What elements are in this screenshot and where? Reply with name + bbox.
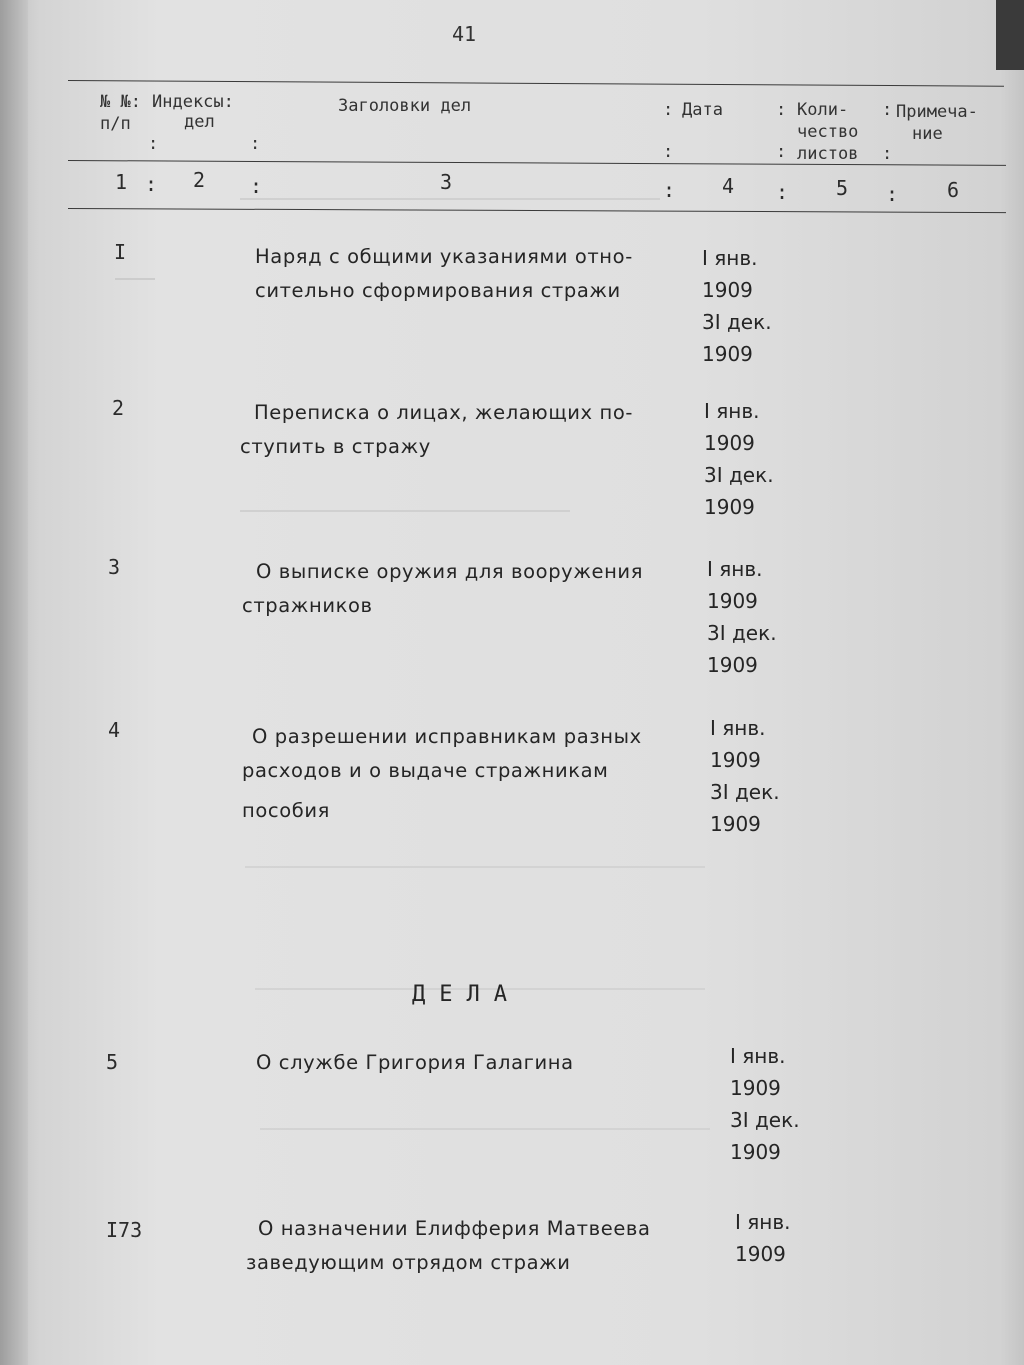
- header-colon: :: [882, 100, 893, 120]
- date-end: 3I дек.: [702, 310, 772, 334]
- date-start-year: 1909: [707, 589, 758, 613]
- header-indices: Индексы:: [152, 92, 234, 112]
- date-end: 3I дек.: [704, 463, 774, 487]
- header-colon: :: [250, 134, 261, 154]
- date-start-year: 1909: [702, 278, 753, 302]
- header-top-rule: [68, 80, 1004, 87]
- column-colon: :: [776, 180, 789, 204]
- row-title: [255, 240, 633, 308]
- header-colon: :: [663, 100, 674, 120]
- row-title-line: пособия: [242, 799, 330, 822]
- row-dates: [735, 1206, 791, 1270]
- column-colon: :: [145, 172, 158, 196]
- header-colon: :: [882, 144, 893, 164]
- date-start: I янв.: [702, 246, 758, 270]
- column-colon: :: [663, 178, 676, 202]
- bleed-through-mark: [240, 492, 570, 512]
- date-end-year: 1909: [707, 653, 758, 677]
- date-start: I янв.: [704, 399, 760, 423]
- row-title-line: заведующим отрядом стражи: [246, 1251, 571, 1274]
- row-title-line: расходов и о выдаче стражникам: [242, 759, 609, 782]
- row-dates: [710, 712, 780, 840]
- column-number: 2: [193, 168, 206, 192]
- header-date: Дата: [682, 100, 723, 120]
- column-colon: :: [886, 182, 899, 206]
- section-heading: ДЕЛА: [412, 982, 521, 1007]
- header-notes-2: ние: [912, 124, 943, 144]
- header-count-2: чество: [797, 122, 859, 142]
- row-number: 5: [106, 1050, 119, 1074]
- row-title: [240, 396, 633, 464]
- date-start: I янв.: [735, 1210, 791, 1234]
- header-colon: :: [776, 100, 787, 120]
- column-number: 4: [722, 174, 735, 198]
- dark-corner: [996, 0, 1024, 70]
- header-count: Коли-: [797, 100, 849, 120]
- header-nn: № №:: [100, 92, 141, 112]
- date-start: I янв.: [730, 1044, 786, 1068]
- header-notes: Примеча-: [896, 102, 978, 122]
- column-number: 3: [440, 170, 453, 194]
- header-colon: :: [663, 142, 674, 162]
- row-number: 2: [112, 396, 125, 420]
- date-end: 3I дек.: [710, 780, 780, 804]
- date-end-year: 1909: [704, 495, 755, 519]
- column-numbers-rule: [68, 208, 1006, 213]
- bleed-through-mark: [260, 1110, 710, 1130]
- column-number: 6: [947, 178, 960, 202]
- row-dates: [704, 395, 774, 523]
- date-start-year: 1909: [710, 748, 761, 772]
- row-title-line: О выписке оружия для вооружения: [256, 560, 644, 583]
- row-number: 3: [108, 555, 121, 579]
- row-title-line: О службе Григория Галагина: [256, 1051, 574, 1074]
- row-number: 4: [108, 718, 121, 742]
- row-number: I: [114, 240, 127, 264]
- row-dates: [730, 1040, 800, 1168]
- row-title-line: ступить в стражу: [240, 435, 431, 458]
- date-start: I янв.: [710, 716, 766, 740]
- date-start-year: 1909: [704, 431, 755, 455]
- date-start-year: 1909: [730, 1076, 781, 1100]
- header-indices-2: дел: [184, 112, 215, 132]
- row-number: I73: [106, 1218, 143, 1242]
- page-number: 41: [452, 22, 477, 46]
- row-title-line: О разрешении исправникам разных: [252, 725, 642, 748]
- bleed-through-mark: [115, 262, 155, 280]
- row-title: [246, 1212, 651, 1280]
- date-start: I янв.: [707, 557, 763, 581]
- row-title-line: сительно сформирования стражи: [255, 279, 621, 302]
- row-title-line: О назначении Елифферия Матвеева: [258, 1217, 651, 1240]
- row-dates: [702, 242, 772, 370]
- header-colon: :: [148, 134, 159, 154]
- page-binding: [0, 0, 28, 1365]
- header-pp: п/п: [100, 114, 131, 134]
- date-end-year: 1909: [710, 812, 761, 836]
- header-bottom-rule: [68, 160, 1006, 166]
- header-colon: :: [776, 142, 787, 162]
- date-end: 3I дек.: [707, 621, 777, 645]
- row-dates: [707, 553, 777, 681]
- row-title-line: Наряд с общими указаниями отно-: [255, 245, 633, 268]
- row-title-line: Переписка о лицах, желающих по-: [254, 401, 634, 424]
- date-end-year: 1909: [730, 1140, 781, 1164]
- column-number: 5: [836, 176, 849, 200]
- header-count-3: листов: [797, 144, 859, 164]
- date-end-year: 1909: [702, 342, 753, 366]
- row-title-line: стражников: [242, 594, 373, 617]
- date-start-year: 1909: [735, 1242, 786, 1266]
- date-end: 3I дек.: [730, 1108, 800, 1132]
- bleed-through-mark: [245, 848, 705, 868]
- row-title: [242, 555, 643, 623]
- row-title: [256, 1046, 574, 1080]
- column-colon: :: [250, 174, 263, 198]
- header-headings: Заголовки дел: [338, 96, 472, 116]
- row-title: [242, 720, 642, 828]
- column-number: 1: [115, 170, 128, 194]
